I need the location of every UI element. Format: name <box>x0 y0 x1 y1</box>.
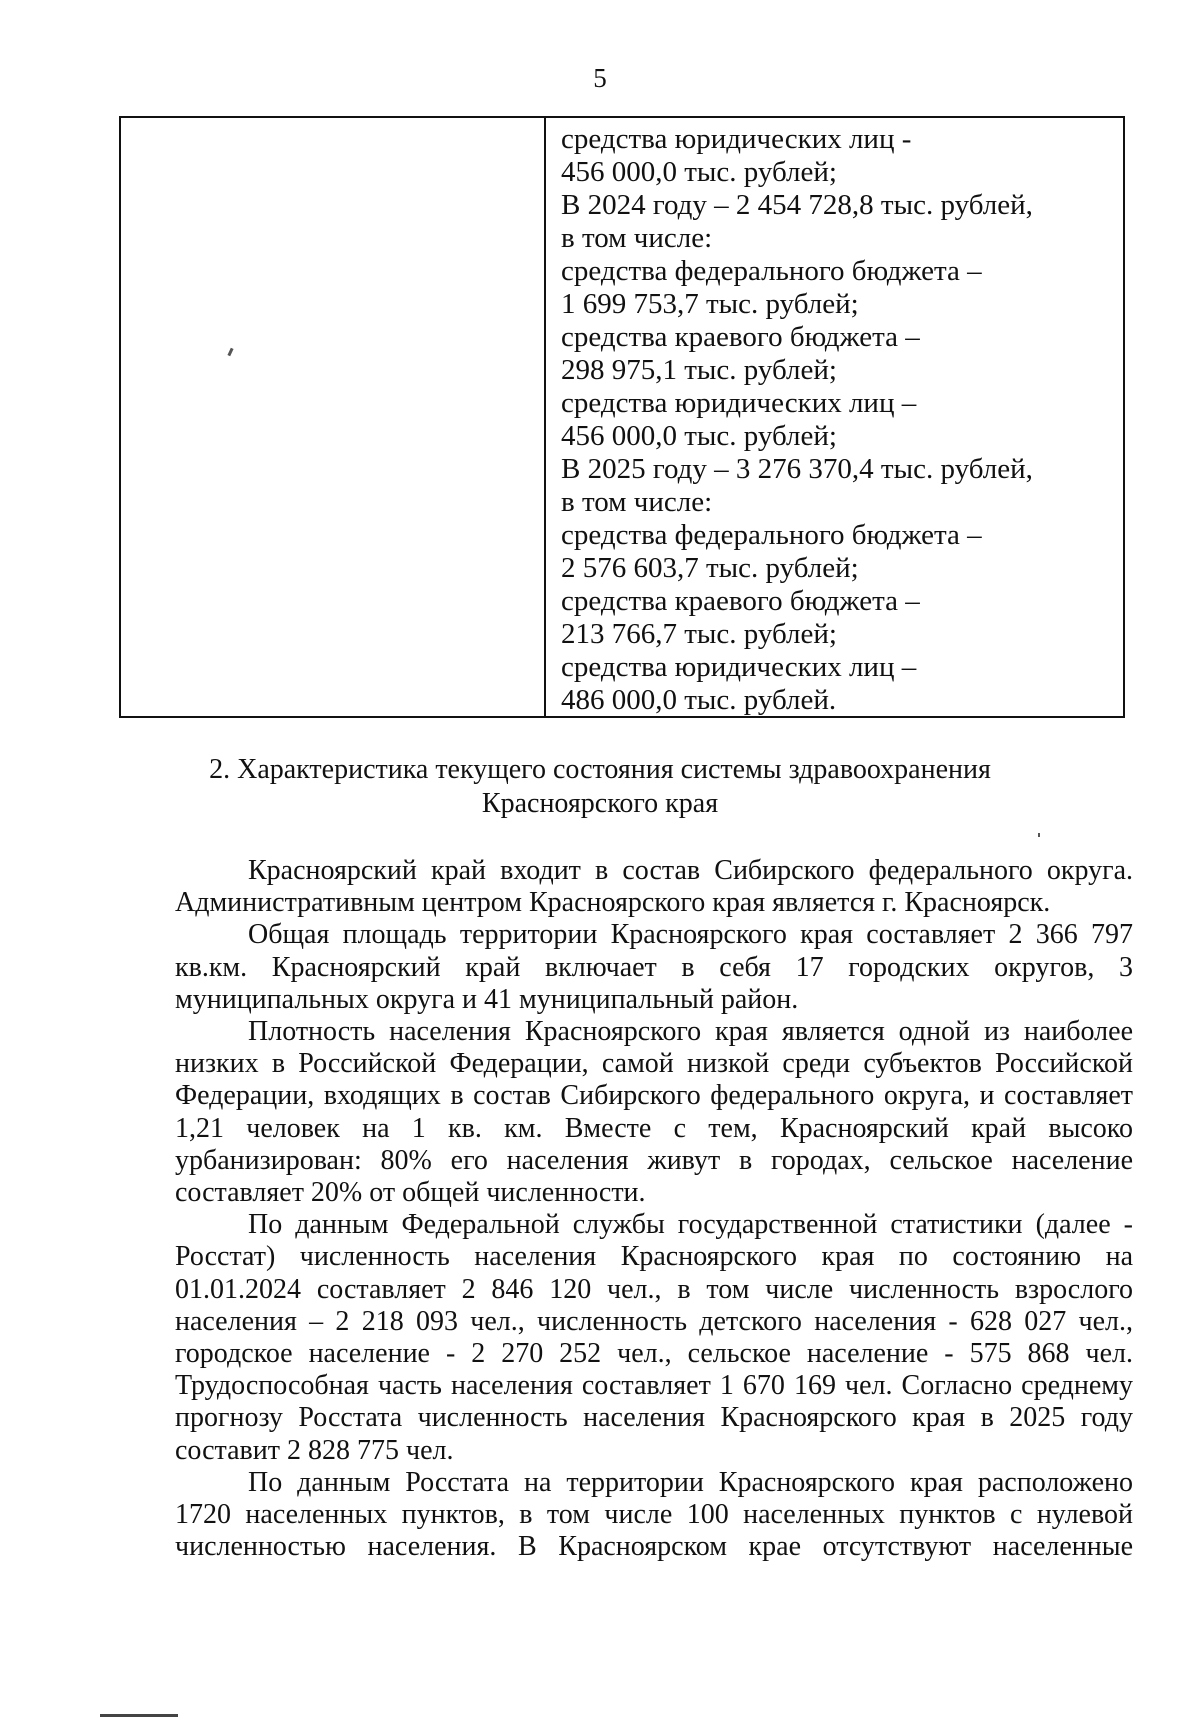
funding-line: в том числе: <box>561 486 713 518</box>
section-title <box>0 753 1200 821</box>
funding-line: 213 766,7 тыс. рублей; <box>561 618 837 650</box>
funding-line: средства краевого бюджета – <box>561 585 920 617</box>
funding-line: В 2025 году – 3 276 370,4 тыс. рублей, <box>561 453 1033 485</box>
scan-dot <box>1038 833 1040 837</box>
funding-line: В 2024 году – 2 454 728,8 тыс. рублей, <box>561 189 1033 221</box>
paragraph: По данным Федеральной службы государственной статистики (далее - Росстат) численность населения Красноярского края по состоянию на 01.01.2024 составляет 2 846 120 чел., в том числе численность взрослого населения – 2 218 093 чел., численность детского населения - 628 027 чел., городское население - 2 270 252 чел., сельское население - 575 868 чел. Трудоспособная часть населения составляет 1 670 169 чел. Согласно среднему прогнозу Росстата численность населения Красноярского края в 2025 году составит 2 828 775 чел. <box>175 1209 1133 1466</box>
funding-line: 456 000,0 тыс. рублей; <box>561 156 837 188</box>
funding-line: 2 576 603,7 тыс. рублей; <box>561 552 859 584</box>
funding-line: 298 975,1 тыс. рублей; <box>561 354 837 386</box>
section-title-line-2: Красноярского края <box>481 788 719 819</box>
funding-line: средства федерального бюджета – <box>561 519 982 551</box>
paragraph: Общая площадь территории Красноярского края составляет 2 366 797 кв.км. Красноярский край включает в себя 17 городских округов, 3 муниципальных округа и 41 муниципальный район. <box>175 919 1133 1015</box>
scan-footer-mark <box>100 1714 178 1717</box>
funding-table-left-cell <box>121 118 546 716</box>
page-number: 5 <box>593 63 607 93</box>
funding-line: 486 000,0 тыс. рублей. <box>561 684 837 716</box>
funding-line: 456 000,0 тыс. рублей; <box>561 420 837 452</box>
funding-line: средства юридических лиц – <box>561 387 917 419</box>
section-title-line-1: 2. Характеристика текущего состояния системы здравоохранения <box>209 754 991 785</box>
funding-line: средства федерального бюджета – <box>561 255 982 287</box>
funding-line: средства юридических лиц – <box>561 651 917 683</box>
paragraph: По данным Росстата на территории Красноярского края расположено 1720 населенных пунктов, в том числе 100 населенных пунктов с нулевой численностью населения. В Красноярском крае отсутствуют населенные <box>175 1466 1133 1563</box>
funding-line: 1 699 753,7 тыс. рублей; <box>561 288 859 320</box>
paragraph: Красноярский край входит в состав Сибирского федерального округа. Административным центром Красноярского края является г. Красноярск. <box>175 855 1133 919</box>
funding-line: средства юридических лиц - <box>561 123 912 155</box>
funding-table-right-cell <box>546 118 1123 716</box>
scan-speck <box>227 348 233 357</box>
funding-line: средства краевого бюджета – <box>561 321 920 353</box>
section-body <box>175 855 1133 1563</box>
funding-line: в том числе: <box>561 222 713 254</box>
funding-table <box>119 116 1125 718</box>
paragraph: Плотность населения Красноярского края является одной из наиболее низких в Российской Федерации, самой низкой среди субъектов Российской Федерации, входящих в состав Сибирского федерального округа, и составляет 1,21 человек на 1 кв. км. Вместе с тем, Красноярский край высоко урбанизирован: 80% его населения живут в городах, сельское население составляет 20% от общей численности. <box>175 1016 1133 1209</box>
